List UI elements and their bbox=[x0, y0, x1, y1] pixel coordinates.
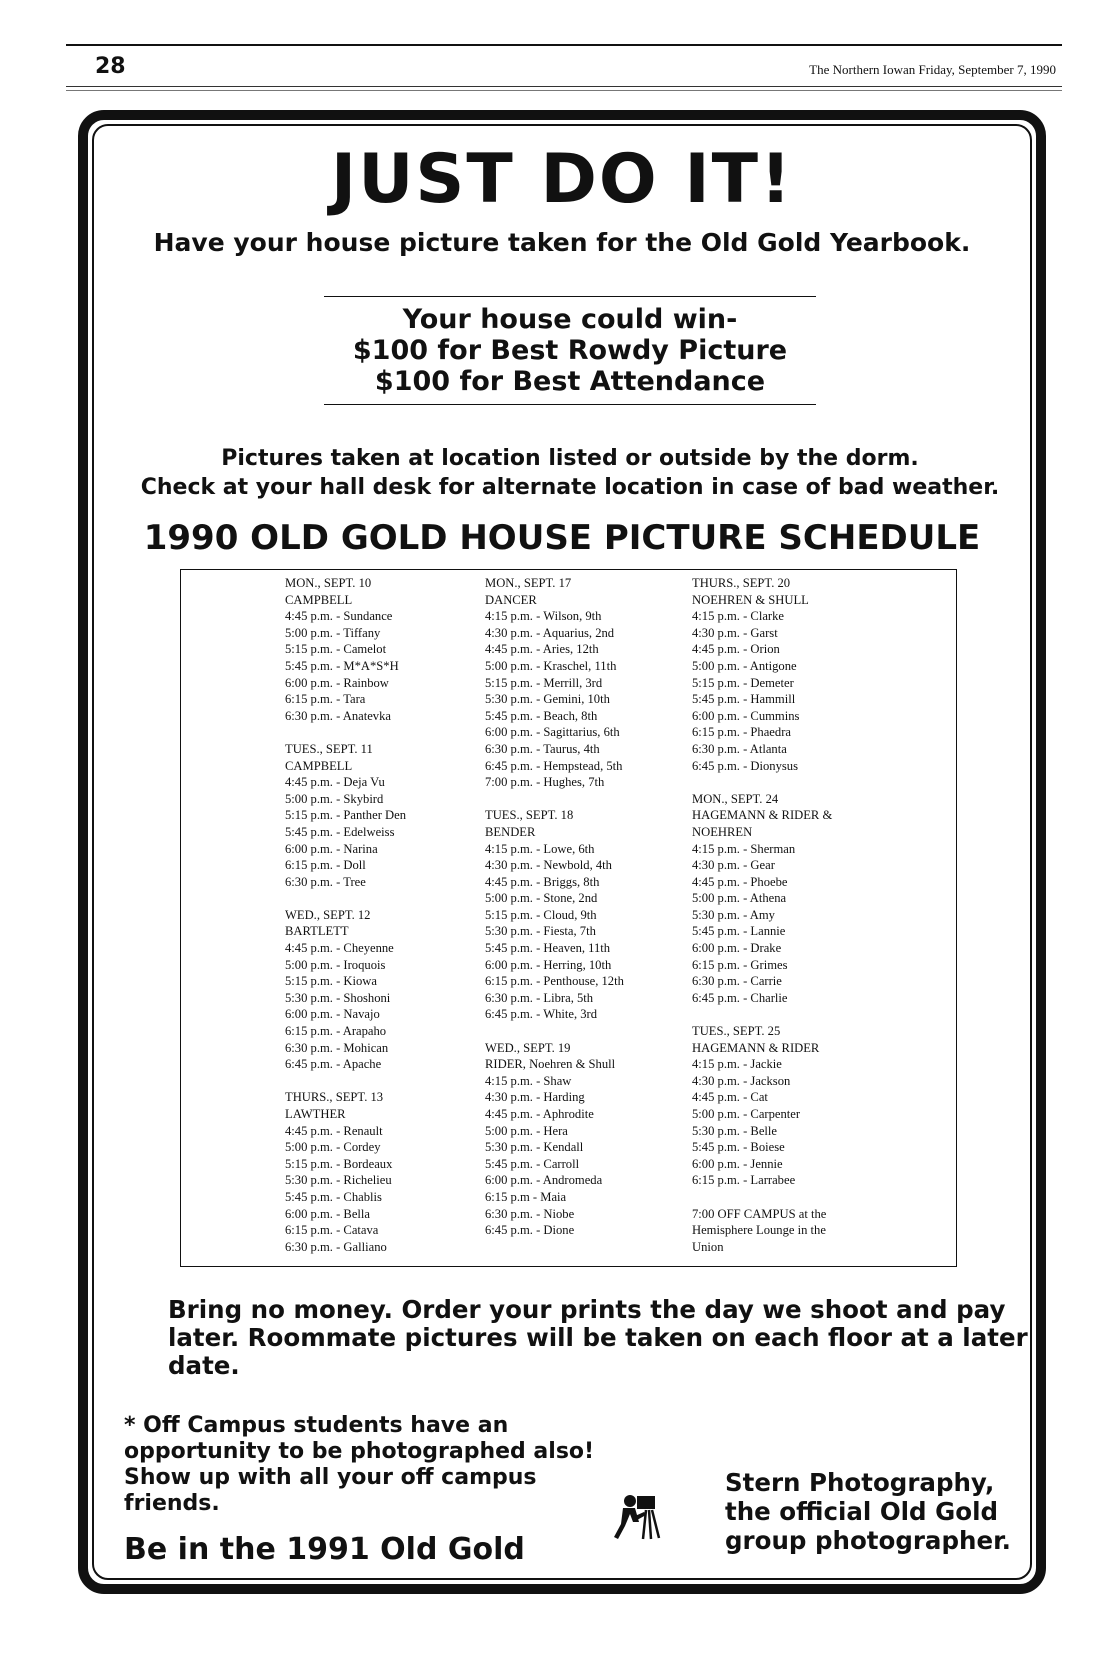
schedule-slot: 5:00 p.m. - Kraschel, 11th bbox=[485, 658, 617, 673]
schedule-slot: 5:00 p.m. - Cordey bbox=[285, 1140, 381, 1155]
schedule-slot: 5:00 p.m. - Skybird bbox=[285, 791, 384, 806]
schedule-slot: 5:15 p.m. - Demeter bbox=[692, 675, 794, 690]
schedule-gap bbox=[692, 1189, 832, 1206]
schedule-slot: 5:45 p.m. - Hammill bbox=[692, 692, 796, 707]
schedule-slot: 5:15 p.m. - Camelot bbox=[285, 642, 387, 657]
schedule-slot: 6:15 p.m. - Doll bbox=[285, 858, 366, 873]
header-bottom-rule-2 bbox=[66, 90, 1062, 91]
prize-rule-bottom bbox=[324, 404, 816, 405]
schedule-slot: 6:30 p.m. - Carrie bbox=[692, 974, 782, 989]
schedule-slot: 5:45 p.m. - M*A*S*H bbox=[285, 658, 399, 673]
schedule-column-3 bbox=[692, 575, 832, 1255]
schedule-slot: 6:30 p.m. - Niobe bbox=[485, 1206, 575, 1221]
schedule-slot: 6:00 p.m. - Navajo bbox=[285, 1007, 380, 1022]
header-bottom-rule bbox=[66, 86, 1062, 87]
offcampus-schedule-line: Union bbox=[692, 1239, 724, 1254]
schedule-slot: 6:30 p.m. - Anatevka bbox=[285, 708, 391, 723]
schedule-slot: 5:00 p.m. - Antigone bbox=[692, 658, 797, 673]
schedule-slot: 6:00 p.m. - Drake bbox=[692, 941, 782, 956]
schedule-slot: 4:30 p.m. - Jackson bbox=[692, 1073, 791, 1088]
schedule-slot: 6:00 p.m. - Narina bbox=[285, 841, 378, 856]
schedule-slot: 6:30 p.m. - Mohican bbox=[285, 1040, 389, 1055]
location-notes bbox=[120, 444, 1020, 502]
schedule-day-heading: THURS., SEPT. 13 bbox=[285, 1090, 384, 1105]
location-note-2: Check at your hall desk for alternate location in case of bad weather. bbox=[140, 475, 1000, 500]
schedule-slot: 4:30 p.m. - Harding bbox=[485, 1090, 585, 1105]
stern-line-1: Stern Photography, bbox=[725, 1468, 995, 1497]
schedule-slot: 5:00 p.m. - Stone, 2nd bbox=[485, 891, 598, 906]
schedule-slot: 6:00 p.m. - Andromeda bbox=[485, 1173, 603, 1188]
schedule-title: 1990 OLD GOLD HOUSE PICTURE SCHEDULE bbox=[143, 518, 981, 558]
schedule-slot: 6:30 p.m. - Tree bbox=[285, 874, 366, 889]
schedule-hall-name: NOEHREN & SHULL bbox=[692, 592, 809, 607]
schedule-slot: 6:30 p.m. - Atlanta bbox=[692, 741, 787, 756]
schedule-slot: 4:30 p.m. - Newbold, 4th bbox=[485, 858, 612, 873]
schedule-slot: 4:45 p.m. - Renault bbox=[285, 1123, 383, 1138]
schedule-slot: 4:15 p.m. - Sherman bbox=[692, 841, 796, 856]
schedule-slot: 5:30 p.m. - Kendall bbox=[485, 1140, 584, 1155]
schedule-slot: 4:30 p.m. - Garst bbox=[692, 625, 778, 640]
schedule-gap bbox=[285, 890, 406, 907]
schedule-slot: 5:15 p.m. - Bordeaux bbox=[285, 1156, 393, 1171]
schedule-slot: 5:15 p.m. - Panther Den bbox=[285, 808, 407, 823]
schedule-day-heading: WED., SEPT. 19 bbox=[485, 1040, 571, 1055]
schedule-slot: 6:00 p.m. - Herring, 10th bbox=[485, 957, 612, 972]
schedule-slot: 5:30 p.m. - Belle bbox=[692, 1123, 777, 1138]
schedule-slot: 4:45 p.m. - Sundance bbox=[285, 609, 393, 624]
schedule-gap bbox=[692, 1006, 832, 1023]
offcampus-schedule-line: Hemisphere Lounge in the bbox=[692, 1223, 826, 1238]
schedule-slot: 5:15 p.m. - Cloud, 9th bbox=[485, 907, 597, 922]
schedule-slot: 4:45 p.m. - Cat bbox=[692, 1090, 768, 1105]
schedule-hall-name: HAGEMANN & RIDER & bbox=[692, 808, 833, 823]
offcampus-text: * Off Campus students have an opportunity to be photographed also! Show up with all your off campus friends. bbox=[124, 1413, 595, 1516]
schedule-day-heading: MON., SEPT. 10 bbox=[285, 576, 372, 590]
schedule-gap bbox=[485, 1023, 624, 1040]
bring-no-money-text: Bring no money. Order your prints the day we shoot and pay later. Roommate pictures will be taken on each floor at a later date. bbox=[168, 1295, 1028, 1380]
schedule-slot: 5:45 p.m. - Chablis bbox=[285, 1189, 382, 1204]
schedule-slot: 7:00 p.m. - Hughes, 7th bbox=[485, 775, 605, 790]
schedule-slot: 6:45 p.m. - White, 3rd bbox=[485, 1007, 598, 1022]
schedule-slot: 6:00 p.m. - Rainbow bbox=[285, 675, 389, 690]
schedule-slot: 5:15 p.m. - Merrill, 3rd bbox=[485, 675, 603, 690]
schedule-slot: 5:45 p.m. - Edelweiss bbox=[285, 824, 395, 839]
schedule-slot: 6:15 p.m. - Grimes bbox=[692, 957, 788, 972]
schedule-day-heading: THURS., SEPT. 20 bbox=[692, 576, 791, 590]
schedule-gap bbox=[485, 791, 624, 808]
schedule-slot: 4:45 p.m. - Deja Vu bbox=[285, 775, 385, 790]
location-note-1: Pictures taken at location listed or outside by the dorm. bbox=[221, 446, 919, 471]
schedule-slot: 4:15 p.m. - Lowe, 6th bbox=[485, 841, 595, 856]
page-number: 28 bbox=[95, 54, 126, 79]
schedule-slot: 6:15 p.m. - Phaedra bbox=[692, 725, 791, 740]
ad-subhead: Have your house picture taken for the Old Gold Yearbook. bbox=[153, 228, 971, 257]
schedule-slot: 6:30 p.m. - Libra, 5th bbox=[485, 990, 594, 1005]
schedule-hall-name: CAMPBELL bbox=[285, 758, 353, 773]
stern-line-2: the official Old Gold bbox=[725, 1497, 999, 1526]
schedule-day-heading: MON., SEPT. 24 bbox=[692, 791, 779, 806]
schedule-slot: 6:00 p.m. - Bella bbox=[285, 1206, 370, 1221]
schedule-slot: 6:15 p.m. - Tara bbox=[285, 692, 366, 707]
prize-rule-top bbox=[324, 296, 816, 297]
schedule-slot: 5:00 p.m. - Iroquois bbox=[285, 957, 386, 972]
schedule-slot: 6:45 p.m. - Hempstead, 5th bbox=[485, 758, 623, 773]
schedule-slot: 5:45 p.m. - Lannie bbox=[692, 924, 786, 939]
prize-intro: Your house could win- bbox=[402, 304, 738, 335]
schedule-hall-name: BENDER bbox=[485, 824, 536, 839]
stern-photography bbox=[725, 1468, 1025, 1555]
schedule-slot: 4:45 p.m. - Phoebe bbox=[692, 874, 788, 889]
schedule-slot: 4:45 p.m. - Orion bbox=[692, 642, 780, 657]
prize-rowdy: $100 for Best Rowdy Picture bbox=[352, 335, 788, 366]
schedule-slot: 6:00 p.m. - Jennie bbox=[692, 1156, 783, 1171]
schedule-column-2 bbox=[485, 575, 624, 1239]
schedule-slot: 4:15 p.m. - Clarke bbox=[692, 609, 784, 624]
header-top-rule bbox=[66, 44, 1062, 46]
schedule-slot: 6:45 p.m. - Dionysus bbox=[692, 758, 799, 773]
schedule-slot: 5:00 p.m. - Carpenter bbox=[692, 1107, 801, 1121]
schedule-slot: 5:30 p.m. - Gemini, 10th bbox=[485, 692, 610, 707]
schedule-slot: 5:45 p.m. - Heaven, 11th bbox=[485, 941, 611, 956]
schedule-hall-name: HAGEMANN & RIDER bbox=[692, 1040, 820, 1055]
schedule-hall-name: LAWTHER bbox=[285, 1107, 346, 1121]
ad-headline: JUST DO IT! bbox=[330, 140, 794, 219]
schedule-column-1 bbox=[285, 575, 406, 1255]
paper-info: The Northern Iowan Friday, September 7, 1990 bbox=[809, 62, 1056, 77]
schedule-slot: 4:15 p.m. - Shaw bbox=[485, 1073, 572, 1088]
schedule-slot: 5:00 p.m. - Hera bbox=[485, 1123, 568, 1138]
prize-attendance: $100 for Best Attendance bbox=[374, 366, 766, 397]
schedule-slot: 4:15 p.m. - Wilson, 9th bbox=[485, 609, 602, 624]
schedule-slot: 6:00 p.m. - Sagittarius, 6th bbox=[485, 725, 620, 740]
offcampus-schedule-line: 7:00 OFF CAMPUS at the bbox=[692, 1206, 827, 1221]
schedule-slot: 6:15 p.m. - Catava bbox=[285, 1223, 379, 1238]
schedule-slot: 5:45 p.m. - Beach, 8th bbox=[485, 708, 598, 723]
schedule-slot: 4:30 p.m. - Aquarius, 2nd bbox=[485, 625, 615, 640]
schedule-slot: 4:15 p.m. - Jackie bbox=[692, 1057, 782, 1072]
schedule-slot: 5:00 p.m. - Athena bbox=[692, 891, 787, 906]
schedule-slot: 4:30 p.m. - Gear bbox=[692, 858, 775, 873]
schedule-slot: 5:00 p.m. - Tiffany bbox=[285, 625, 381, 640]
schedule-slot: 6:15 p.m. - Penthouse, 12th bbox=[485, 974, 624, 989]
schedule-day-heading: WED., SEPT. 12 bbox=[285, 907, 371, 922]
photographer-camera-icon bbox=[613, 1492, 663, 1540]
schedule-slot: 4:45 p.m. - Cheyenne bbox=[285, 941, 394, 956]
schedule-day-heading: TUES., SEPT. 25 bbox=[692, 1024, 781, 1039]
schedule-slot: 6:45 p.m. - Dione bbox=[485, 1223, 575, 1238]
schedule-slot: 6:45 p.m. - Apache bbox=[285, 1057, 382, 1072]
schedule-slot: 4:45 p.m. - Aphrodite bbox=[485, 1107, 594, 1121]
schedule-slot: 6:30 p.m. - Galliano bbox=[285, 1239, 387, 1254]
schedule-slot: 5:30 p.m. - Fiesta, 7th bbox=[485, 924, 596, 939]
stern-line-3: group photographer. bbox=[725, 1526, 1011, 1555]
schedule-slot: 6:00 p.m. - Cummins bbox=[692, 708, 800, 723]
schedule-slot: 6:15 p.m. - Arapaho bbox=[285, 1024, 387, 1039]
schedule-hall-name: BARTLETT bbox=[285, 924, 349, 939]
schedule-hall-name: RIDER, Noehren & Shull bbox=[485, 1057, 616, 1072]
schedule-slot: 6:45 p.m. - Charlie bbox=[692, 990, 788, 1005]
schedule-hall-name: DANCER bbox=[485, 592, 537, 607]
schedule-day-heading: TUES., SEPT. 18 bbox=[485, 808, 574, 823]
schedule-slot: 6:15 p.m. - Larrabee bbox=[692, 1173, 796, 1188]
schedule-slot: 5:30 p.m. - Richelieu bbox=[285, 1173, 392, 1188]
be-in-old-gold: Be in the 1991 Old Gold bbox=[124, 1532, 525, 1567]
schedule-slot: 6:30 p.m. - Taurus, 4th bbox=[485, 741, 600, 756]
schedule-gap bbox=[285, 724, 406, 741]
schedule-slot: 5:45 p.m. - Carroll bbox=[485, 1156, 580, 1171]
schedule-slot: 5:15 p.m. - Kiowa bbox=[285, 974, 377, 989]
schedule-slot: 5:45 p.m. - Boiese bbox=[692, 1140, 785, 1155]
schedule-slot: 6:15 p.m - Maia bbox=[485, 1189, 567, 1204]
schedule-slot: 4:45 p.m. - Aries, 12th bbox=[485, 642, 599, 657]
schedule-slot: 4:45 p.m. - Briggs, 8th bbox=[485, 874, 600, 889]
schedule-day-heading: MON., SEPT. 17 bbox=[485, 576, 572, 590]
schedule-slot: 5:30 p.m. - Amy bbox=[692, 907, 775, 922]
schedule-gap bbox=[285, 1073, 406, 1090]
schedule-gap bbox=[692, 774, 832, 791]
prize-box bbox=[324, 304, 816, 397]
schedule-hall-name: CAMPBELL bbox=[285, 592, 353, 607]
schedule-day-heading: TUES., SEPT. 11 bbox=[285, 741, 373, 756]
schedule-hall-name: NOEHREN bbox=[692, 824, 753, 839]
schedule-slot: 5:30 p.m. - Shoshoni bbox=[285, 990, 391, 1005]
